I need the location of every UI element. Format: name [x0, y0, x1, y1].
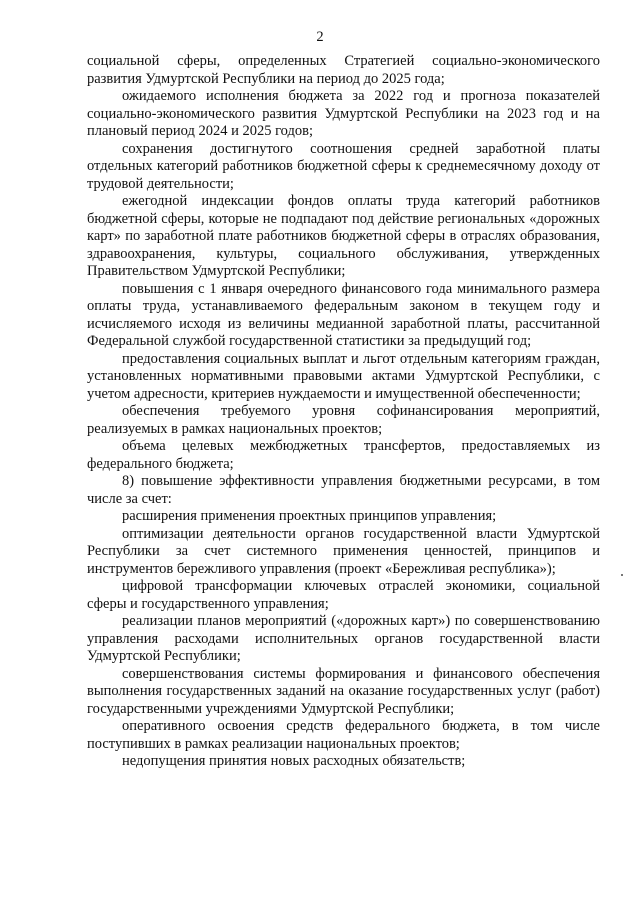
paragraph-lean-management: оптимизации деятельности органов государственной власти Удмуртской Республики за счет системного применения ценностей, принципов и инструментов бережливого управления (проект «Бережливая республика»);	[87, 525, 600, 577]
paragraph-state-assignments: совершенствования системы формирования и финансового обеспечения выполнения государственных заданий на оказание государственных услуг (работ) государственными учреждениями Удмуртской Республики;	[87, 665, 600, 717]
paragraph-transfers: объема целевых межбюджетных трансфертов, предоставляемых из федерального бюджета;	[87, 438, 600, 472]
paragraph-social-payments: предоставления социальных выплат и льгот отдельным категориям граждан, установленных нормативными правовыми актами Удмуртской Республики, с учетом адресности, критериев нуждаемости и имущественной обеспеченности;	[87, 350, 600, 402]
paragraph-continuation: социальной сферы, определенных Стратегией социально-экономического развития Удмуртской Республики на период до 2025 года;	[87, 53, 600, 87]
paragraph-salary-ratio: сохранения достигнутого соотношения средней заработной платы отдельных категорий работников бюджетной сферы к среднемесячному доходу от трудовой деятельности;	[87, 140, 600, 192]
paragraph-digital-transformation: цифровой трансформации ключевых отраслей экономики, социальной сферы и государственного управления;	[87, 578, 600, 612]
paragraph-item-8: 8) повышение эффективности управления бюджетными ресурсами, в том числе за счет:	[87, 473, 600, 507]
paragraph-minimum-wage: повышения с 1 января очередного финансового года минимального размера оплаты труда, устанавливаемого федеральным законом в текущем году и исчисляемого исходя из величины медианной заработной платы, рассчитанной Федеральной службой государственной статистики за предыдущий год;	[87, 280, 600, 349]
page-number: 2	[316, 29, 324, 45]
paragraph-roadmaps: реализации планов мероприятий («дорожных карт») по совершенствованию управления расходами исполнительных органов государственной власти Удмуртской Республики;	[87, 613, 600, 664]
paragraph-federal-funds: оперативного освоения средств федерального бюджета, в том числе поступивших в рамках реализации национальных проектов;	[87, 718, 600, 752]
paragraph-budget-execution: ожидаемого исполнения бюджета за 2022 год и прогноза показателей социально-экономического развития Удмуртской Республики на 2023 год и на плановый период 2024 и 2025 годов;	[87, 88, 600, 139]
scan-speck	[621, 574, 623, 576]
paragraph-wage-fund-indexation: ежегодной индексации фондов оплаты труда категорий работников бюджетной сферы, которые не подпадают под действие региональных «дорожных карт» по заработной плате работников бюджетной сферы в отраслях образования, здравоохранения, культуры, социального обслуживания, утвержденных Правительством Удмуртской Республики;	[87, 193, 600, 279]
paragraph-new-obligations: недопущения принятия новых расходных обязательств;	[122, 753, 466, 769]
paragraph-project-principles: расширения применения проектных принципов управления;	[122, 508, 497, 524]
document-body	[87, 53, 600, 771]
paragraph-cofinancing: обеспечения требуемого уровня софинансирования мероприятий, реализуемых в рамках национальных проектов;	[87, 403, 600, 437]
